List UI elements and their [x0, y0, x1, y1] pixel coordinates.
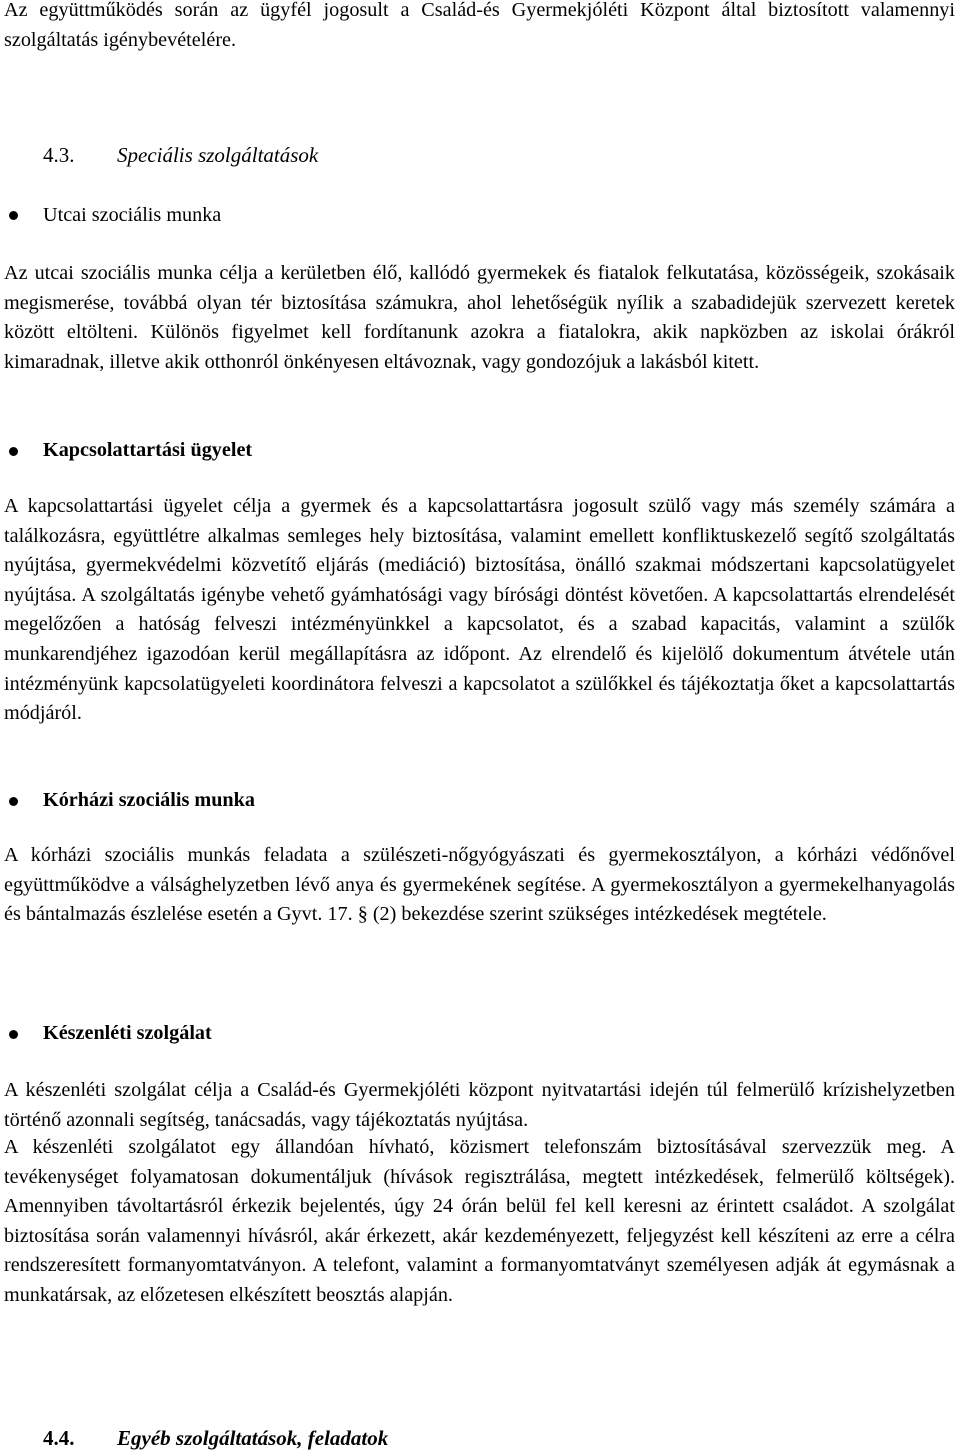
kapcsolattartas-paragraph: A kapcsolattartási ügyelet célja a gyermek és a kapcsolattartásra jogosult szülő vagy más személy számára a találkozásra, együttlétre alkalmas semleges hely biztosítása, valamint emellett konfliktuskezelő segítő szolgáltatás nyújtása, gyermekvédelmi közvetítő eljárás (mediáció) biztosítása, önálló szakmai módszertani kapcsolatügyelet nyújtása. A szolgáltatás igénybe vehető gyámhatósági vagy bírósági döntést követően. A kapcsolattartás elrendelését megelőzően a hatóság felveszi intézményünkkel a kapcsolatot, és a szabad kapacitás, valamint a szülők munkarendjéhez igazodóan kerül megállapításra az időpont. Az elrendelő és kijelölő dokumentum átvétele után intézményünk kapcsolatügyeleti koordinátora felveszi a kapcsolatot a szülőkkel és tájékoztatja őket a kapcsolattartás módjáról.: [4, 495, 955, 725]
bullet-icon: [9, 797, 18, 806]
subsection-title-korhazi: Kórházi szociális munka: [43, 789, 255, 811]
utcai-paragraph: Az utcai szociális munka célja a kerületben élő, kallódó gyermekek és fiatalok felkutatása, közösségeik, szokásaik megismerése, továbbá olyan tér biztosítása számukra, ahol lehetőségük nyílik a szabadidejük szervezett keretek között eltölteni. Különös figyelmet kell fordítanunk azokra a fiatalokra, akik napközben az iskolai órákról kimaradnak, illetve akik otthonról önkényesen eltávoznak, vagy gondozójuk a lakásból kitett.: [4, 262, 955, 373]
section-title: Egyéb szolgáltatások, feladatok: [117, 1426, 389, 1450]
subsection-title-utcai: Utcai szociális munka: [43, 204, 222, 226]
bullet-icon: [9, 1030, 18, 1039]
keszenleti-paragraph-2: A készenléti szolgálatot egy állandóan hívható, közismert telefonszám biztosításával szervezzük meg. A tevékenységet folyamatosan dokumentáljuk (hívások regisztrálása, megtett intézkedések, felmerülő költségek). Amennyiben távoltartásról érkezik bejelentés, úgy 24 órán belül fel kell keresni az érintett családot. A szolgálat biztosítása során valamennyi hívásról, akár érkezett, akár kezdeményezett, feljegyzést kell készíteni az erre a célra rendszeresített formanyomtatványon. A telefont, valamint a formanyomtatványt személyesen adják át egymásnak a munkatársak, az előzetesen elkészített beosztás alapján.: [4, 1136, 955, 1306]
subsection-title-kapcsolattartas: Kapcsolattartási ügyelet: [43, 439, 253, 461]
section-number: 4.4.: [43, 1426, 75, 1450]
bullet-icon: [9, 211, 18, 220]
section-number: 4.3.: [43, 143, 75, 167]
keszenleti-paragraph-1: A készenléti szolgálat célja a Család-és Gyermekjóléti központ nyitvatartási idején túl felmerülő krízishelyzetben történő azonnali segítség, tanácsadás, vagy tájékoztatás nyújtása.: [4, 1079, 955, 1131]
korhazi-paragraph: A kórházi szociális munkás feladata a szülészeti-nőgyógyászati és gyermekosztályon, a kórházi védőnővel együttműködve a válsághelyzetben lévő anya és gyermekének segítése. A gyermekosztályon a gyermekelhanyagolás és bántalmazás észlelése esetén a Gyvt. 17. § (2) bekezdése szerint szükséges intézkedések megtétele.: [4, 844, 955, 926]
intro-paragraph: Az együttműködés során az ügyfél jogosult a Család-és Gyermekjóléti Központ által biztosított valamennyi szolgáltatás igénybevételére.: [4, 0, 955, 51]
section-title: Speciális szolgáltatások: [117, 143, 319, 167]
bullet-icon: [9, 447, 18, 456]
subsection-title-keszenleti: Készenléti szolgálat: [43, 1022, 212, 1044]
